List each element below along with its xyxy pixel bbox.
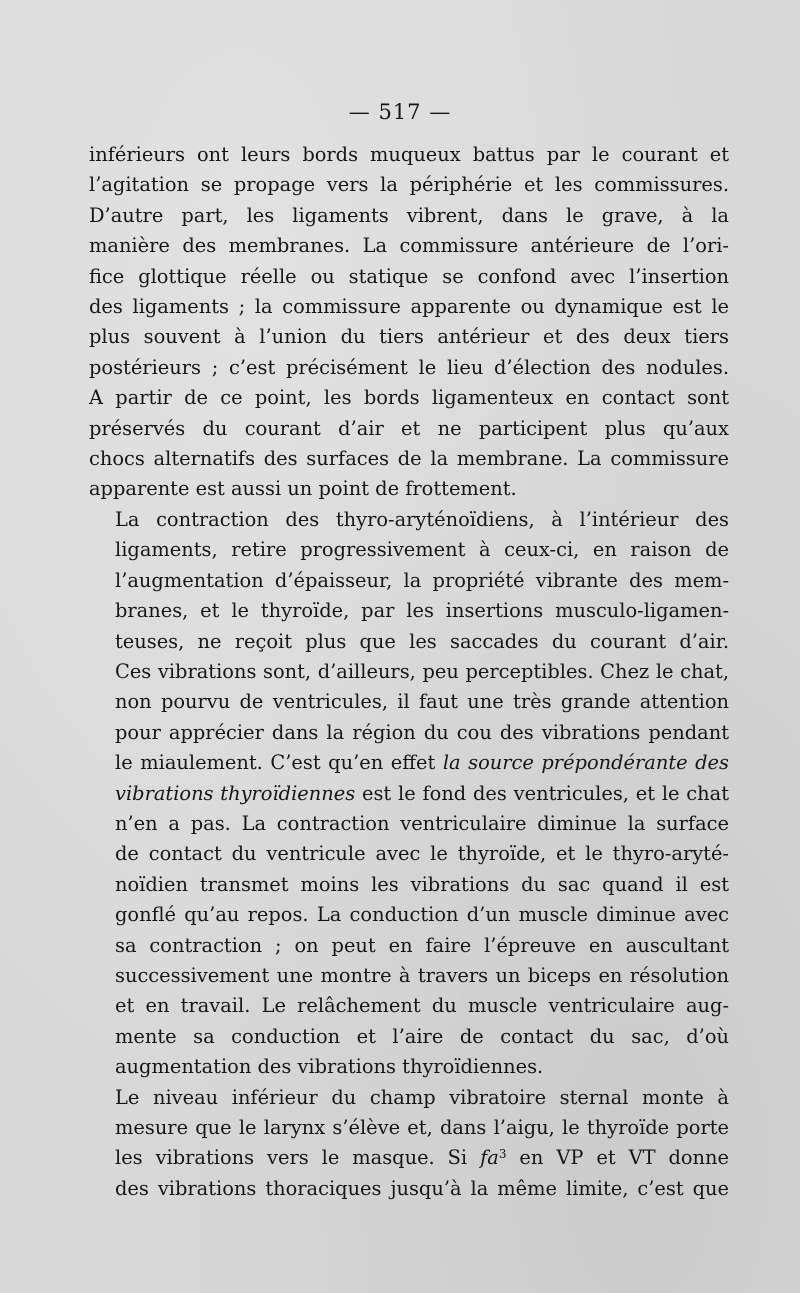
text-line: branes, et le thyroïde, par les insertions musculo-ligamen- [115,599,729,623]
text-line: de contact du ventricule avec le thyroïde, et le thyro-aryté- [115,842,729,866]
paragraph-1 [89,140,729,505]
text-segment: en VP et VT donne [506,1146,729,1170]
text-line: inférieurs ont leurs bords muqueux battus par le courant et [89,143,729,166]
text-segment: est le fond des ventricules, et le chat [355,781,730,805]
text-line: A partir de ce point, les bords ligamenteux en contact sont [89,386,729,410]
text-line: non pourvu de ventricules, il faut une très grande attention [115,690,729,714]
text-line: successivement une montre à travers un biceps en résolution [115,963,729,987]
text-line: augmentation des vibrations thyroïdiennes. [115,1055,544,1079]
text-line: chocs alternatifs des surfaces de la membrane. La commissure [89,447,729,471]
text-line: teuses, ne reçoit plus que les saccades du courant d’air. [115,629,729,653]
text-line: La contraction des thyro-aryténoïdiens, à l’intérieur des [115,507,729,531]
text-line: préservés du courant d’air et ne participent plus qu’aux [89,416,729,440]
text-line: gonflé qu’au repos. La conduction d’un muscle diminue avec [115,903,729,927]
text-line: noïdien transmet moins les vibrations du sac quand il est [115,872,729,896]
text-line: n’en a pas. La contraction ventriculaire diminue la surface [115,811,729,835]
text-line: pour apprécier dans la région du cou des vibrations pendant [115,720,729,744]
text-line: l’agitation se propage vers la périphérie et les commissures. [89,173,729,197]
text-line: mesure que le larynx s’élève et, dans l’aigu, le thyroïde porte [115,1116,729,1139]
text-line [89,779,729,809]
page-number: — 517 — [348,100,452,124]
italic-phrase: vibrations thyroïdiennes [115,781,356,805]
text-line: manière des membranes. La commissure antérieure de l’ori- [89,234,729,258]
paragraph-3 [89,1083,729,1205]
text-segment: le miaulement. C’est qu’en effet [115,751,443,775]
italic-phrase: la source prépondérante des [442,751,729,775]
italic-note: fa [480,1146,499,1170]
text-line: des ligaments ; la commissure apparente ou dynamique est le [89,295,729,319]
text-line: Ces vibrations sont, d’ailleurs, peu perceptibles. Chez le chat, [115,659,729,683]
text-line: mente sa conduction et l’aire de contact du sac, d’où [115,1024,729,1048]
text-line: des vibrations thoraciques jusqu’à la même limite, c’est que [115,1176,729,1200]
text-segment: les vibrations vers le masque. Si [115,1146,481,1170]
text-line: D’autre part, les ligaments vibrent, dans le grave, à la [89,203,729,227]
text-line: fice glottique réelle ou statique se confond avec l’insertion [89,264,729,288]
text-line: Le niveau inférieur du champ vibratoire sternal monte à [115,1085,729,1109]
text-line: postérieurs ; c’est précisément le lieu d’élection des nodules. [89,355,729,379]
text-line: apparente est aussi un point de frottement. [89,477,517,501]
text-line [89,1143,729,1173]
text-line: ligaments, retire progressivement à ceux-ci, en raison de [115,538,729,562]
paragraph-2 [89,505,729,1083]
text-line: sa contraction ; on peut en faire l’épreuve en auscultant [115,933,729,957]
superscript: 3 [498,1147,507,1162]
text-line: l’augmentation d’épaisseur, la propriété vibrante des mem- [115,568,729,592]
text-line [89,748,729,778]
text-line: plus souvent à l’union du tiers antérieur et des deux tiers [89,325,729,349]
text-line: et en travail. Le relâchement du muscle ventriculaire aug- [115,994,729,1018]
body-text [89,140,729,1204]
